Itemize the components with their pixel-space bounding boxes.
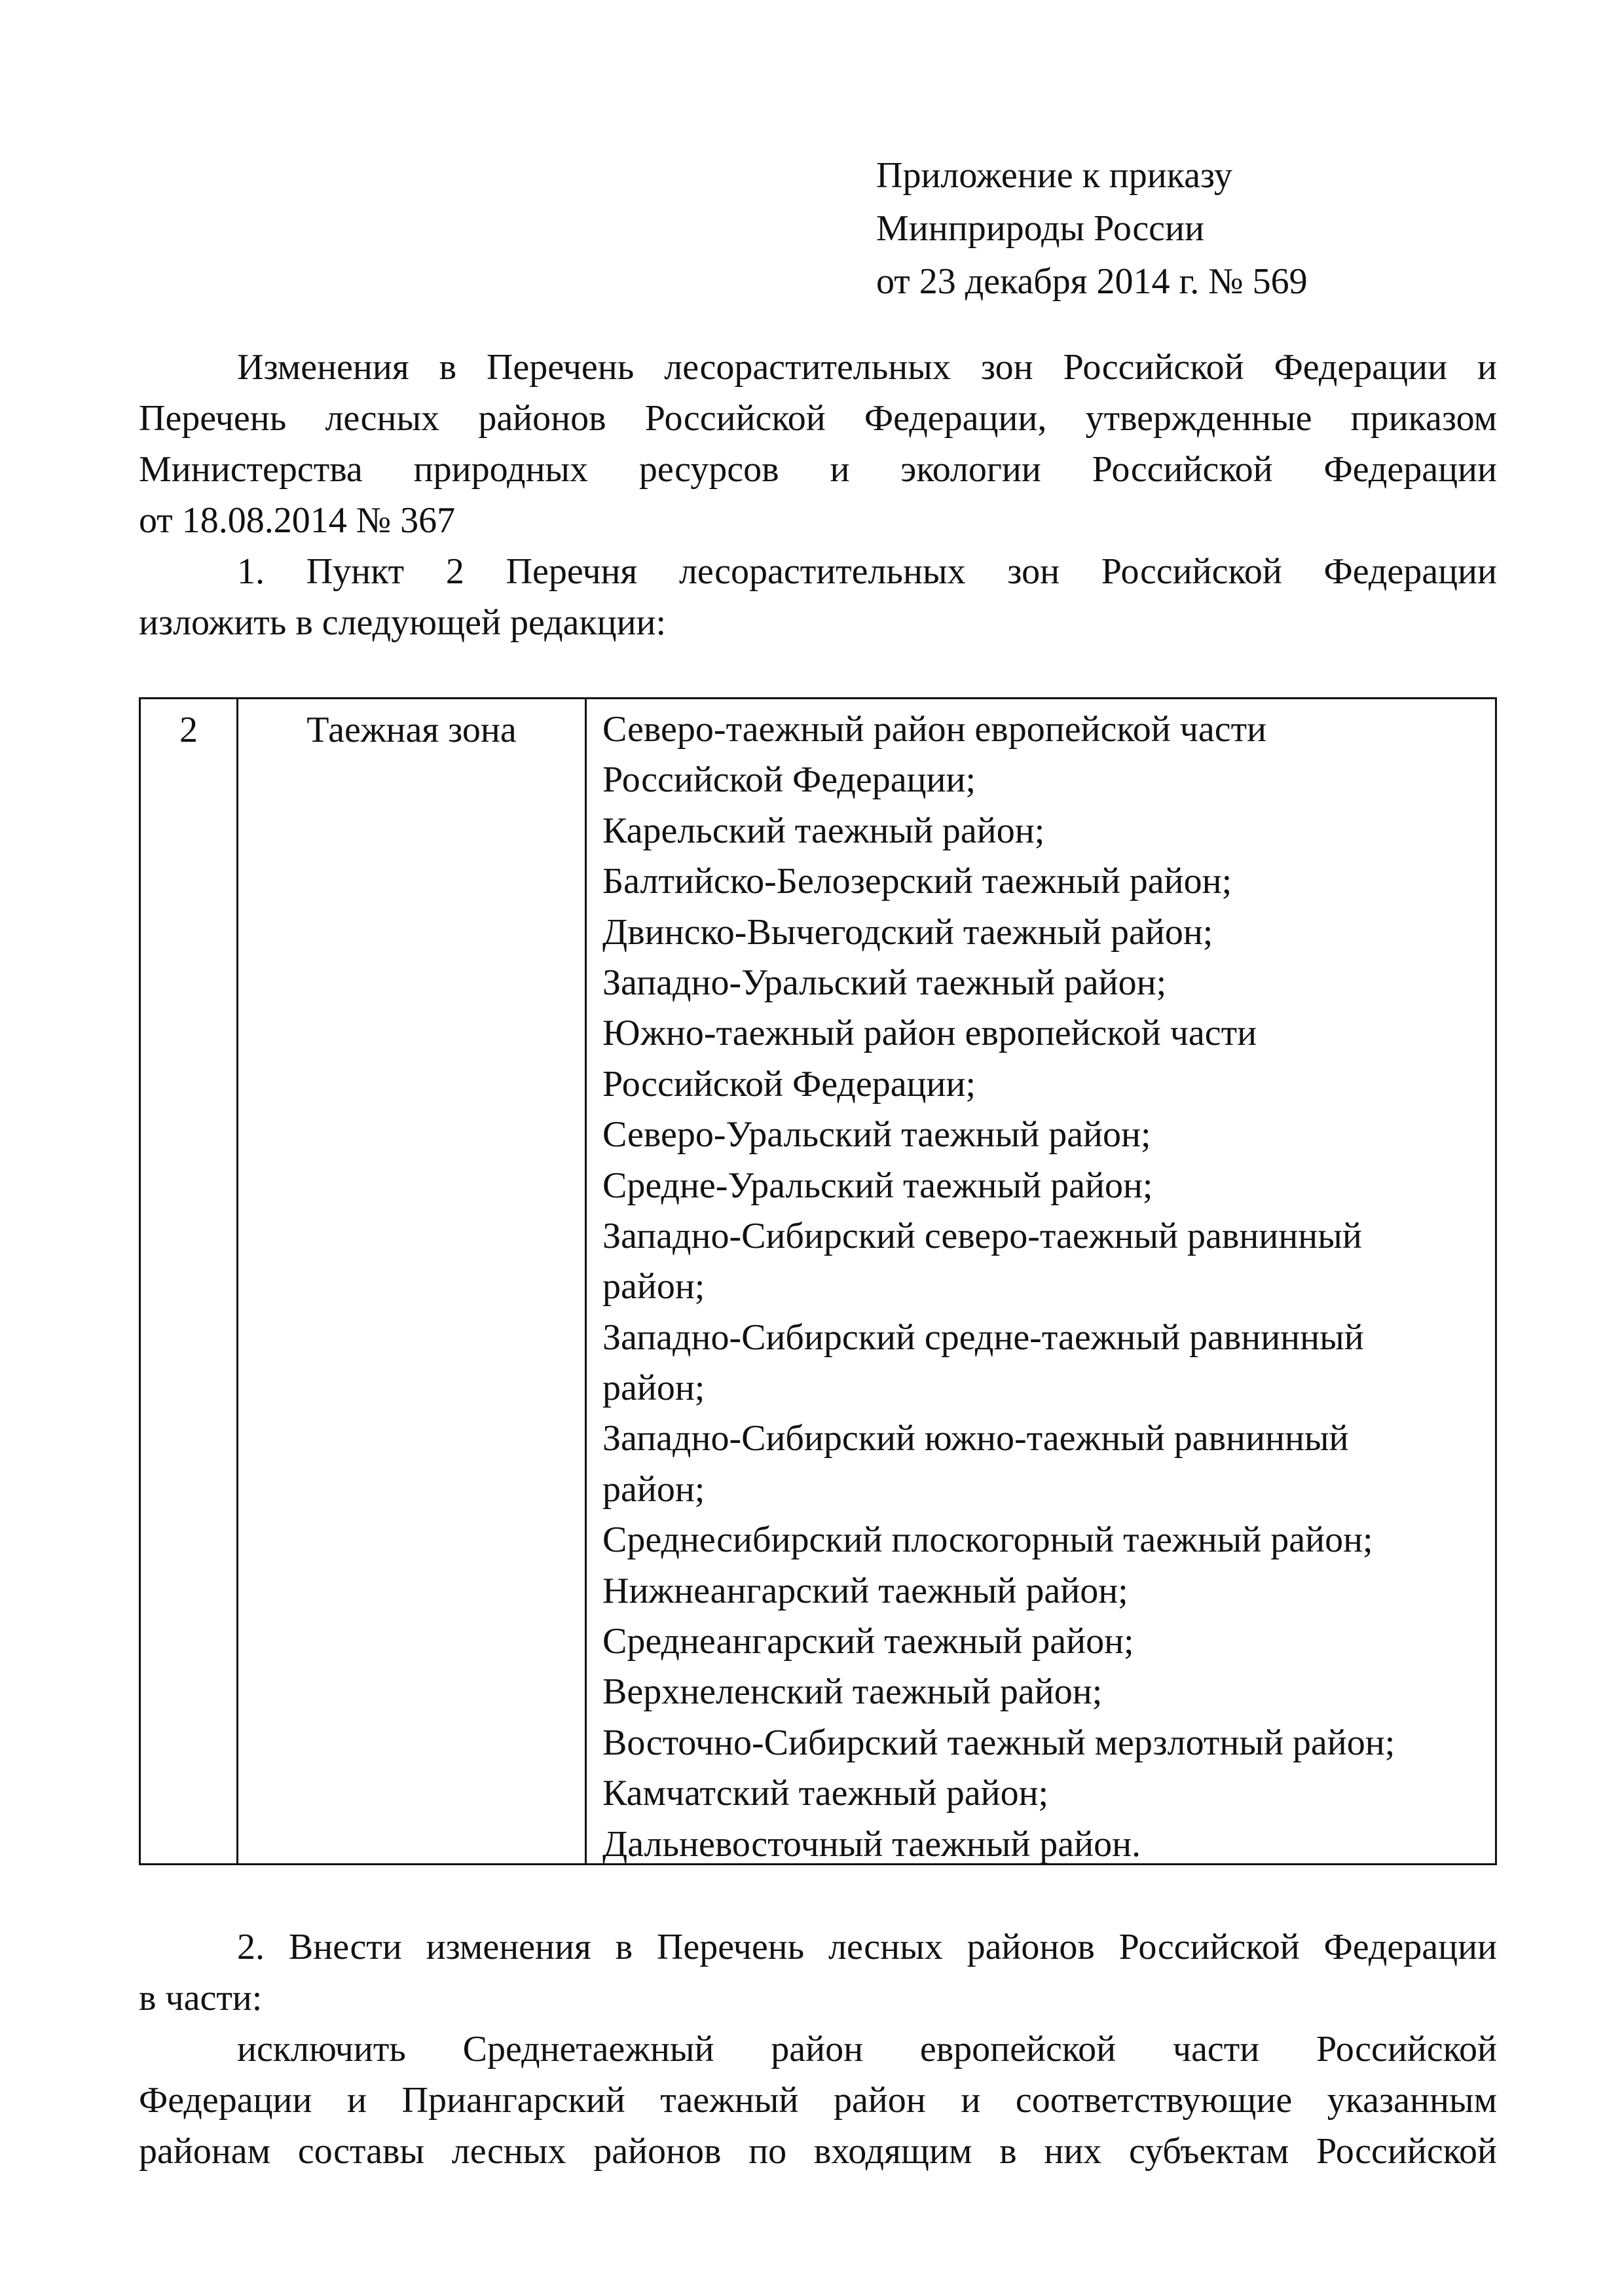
appendix-line-1: Приложение к приказу (876, 155, 1232, 196)
district-line: Двинско-Вычегодский таежный район; (602, 911, 1213, 953)
district-line: Южно-таежный район европейской части (602, 1013, 1257, 1054)
item-2-line: исключить Среднетаежный район европейской части Российской (237, 2029, 1497, 2069)
title-line: от 18.08.2014 № 367 (139, 500, 456, 541)
district-line: Российской Федерации; (602, 759, 976, 801)
title-line: Изменения в Перечень лесорастительных зон Российской Федерации и (237, 347, 1497, 388)
table-cell-districts (602, 704, 1493, 1870)
district-line: Западно-Сибирский южно-таежный равнинный (602, 1418, 1349, 1459)
appendix-line-2: Минприроды России (876, 208, 1204, 249)
district-line: Средне-Уральский таежный район; (602, 1165, 1153, 1206)
table-column-divider (585, 699, 587, 1863)
table-column-divider (236, 699, 238, 1863)
district-line: Восточно-Сибирский таежный мерзлотный район; (602, 1722, 1395, 1763)
district-line: Среднесибирский плоскогорный таежный район; (602, 1520, 1373, 1561)
district-line: Камчатский таежный район; (602, 1773, 1049, 1814)
table-cell-zone: Таежная зона (306, 710, 517, 750)
district-line: Верхнеленский таежный район; (602, 1671, 1103, 1713)
item-2-line: районам составы лесных районов по входящим в них субъектам Российской (139, 2131, 1497, 2172)
forest-zone-table (139, 697, 1497, 1865)
table-cell-number: 2 (179, 710, 198, 750)
district-line: Западно-Сибирский средне-таежный равнинный (602, 1317, 1364, 1358)
district-line: Российской Федерации; (602, 1063, 976, 1104)
district-line: Западно-Сибирский северо-таежный равнинный (602, 1215, 1362, 1256)
district-line: район; (602, 1368, 705, 1409)
district-line: Среднеангарский таежный район; (602, 1621, 1134, 1662)
district-line: район; (602, 1266, 705, 1307)
item-2-line: Федерации и Приангарский таежный район и соответствующие указанным (139, 2080, 1497, 2121)
item-2-paragraph (139, 1922, 1497, 2177)
district-line: Северо-таежный район европейской части (602, 709, 1267, 750)
district-line: Нижнеангарский таежный район; (602, 1570, 1128, 1611)
item-1-line: 1. Пункт 2 Перечня лесорастительных зон Российской Федерации (237, 551, 1497, 592)
item-1-line: изложить в следующей редакции: (139, 602, 667, 643)
document-title (139, 342, 1497, 546)
title-line: Министерства природных ресурсов и экологии Российской Федерации (139, 449, 1497, 490)
item-2-line: 2. Внести изменения в Перечень лесных районов Российской Федерации (237, 1927, 1497, 1967)
title-line: Перечень лесных районов Российской Федерации, утвержденные приказом (139, 398, 1497, 439)
item-1-paragraph (139, 546, 1497, 648)
item-2-line: в части: (139, 1978, 263, 2018)
district-line: Дальневосточный таежный район. (602, 1823, 1141, 1865)
district-line: Западно-Уральский таежный район; (602, 962, 1167, 1003)
district-line: Карельский таежный район; (602, 810, 1045, 851)
district-line: район; (602, 1468, 705, 1510)
district-line: Северо-Уральский таежный район; (602, 1114, 1151, 1156)
district-line: Балтийско-Белозерский таежный район; (602, 861, 1232, 902)
appendix-line-3: от 23 декабря 2014 г. № 569 (876, 261, 1308, 302)
appendix-header (876, 149, 1531, 308)
